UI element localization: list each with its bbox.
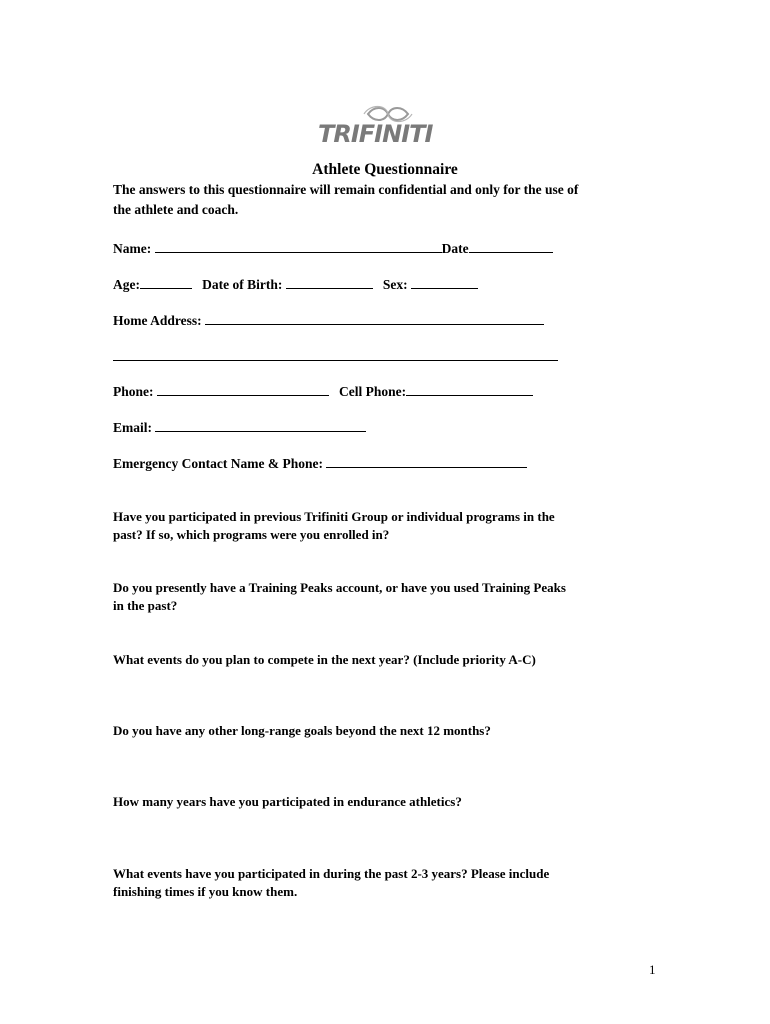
sex-field[interactable] (411, 276, 478, 289)
question-1-line-2: past? If so, which programs were you enrolled in? (113, 527, 390, 542)
home-address-field[interactable] (205, 312, 544, 325)
intro-line-2: the athlete and coach. (113, 202, 239, 217)
dob-field[interactable] (286, 276, 373, 289)
question-3-line-1: What events do you plan to compete in the next year? (Include priority A-C) (113, 652, 536, 667)
home-address-row (113, 311, 544, 331)
phone-row (113, 382, 533, 402)
question-6-line-1: What events have you participated in during the past 2-3 years? Please include (113, 866, 550, 881)
email-label: Email: (113, 420, 152, 435)
date-label: Date (441, 241, 469, 256)
cell-phone-label: Cell Phone: (339, 384, 407, 399)
trifiniti-logo (318, 104, 458, 148)
question-3 (113, 651, 673, 669)
emergency-row (113, 454, 527, 474)
question-4 (113, 722, 673, 740)
cell-phone-field[interactable] (406, 383, 533, 396)
question-4-line-1: Do you have any other long-range goals beyond the next 12 months? (113, 723, 491, 738)
emergency-label: Emergency Contact Name & Phone: (113, 456, 323, 471)
question-2 (113, 579, 673, 615)
question-6 (113, 865, 673, 901)
question-2-line-1: Do you presently have a Training Peaks account, or have you used Training Peaks (113, 580, 566, 595)
date-field[interactable] (469, 240, 553, 253)
page-title: Athlete Questionnaire (312, 161, 458, 178)
name-field[interactable] (155, 240, 442, 253)
phone-field[interactable] (157, 383, 329, 396)
logo-wordmark: TRIFINITI (318, 120, 433, 148)
name-row (113, 239, 553, 259)
age-dob-sex-row (113, 275, 478, 295)
home-address-row-2 (113, 347, 558, 367)
dob-label: Date of Birth: (202, 277, 283, 292)
home-address-field-line-2[interactable] (113, 348, 558, 361)
age-field[interactable] (140, 276, 192, 289)
intro-line-1: The answers to this questionnaire will remain confidential and only for the use of (113, 182, 579, 197)
name-label: Name: (113, 241, 152, 256)
page-number: 1 (649, 962, 656, 977)
question-6-line-2: finishing times if you know them. (113, 884, 298, 899)
phone-label: Phone: (113, 384, 154, 399)
sex-label: Sex: (382, 277, 408, 292)
home-address-label: Home Address: (113, 313, 202, 328)
email-field[interactable] (155, 419, 366, 432)
emergency-field[interactable] (326, 455, 527, 468)
age-label: Age: (113, 277, 140, 292)
question-5 (113, 793, 673, 811)
email-row (113, 418, 366, 438)
question-1-line-1: Have you participated in previous Trifiniti Group or individual programs in the (113, 509, 555, 524)
infinity-loop-icon (318, 104, 458, 148)
question-2-line-2: in the past? (113, 598, 178, 613)
question-1 (113, 508, 673, 544)
question-5-line-1: How many years have you participated in endurance athletics? (113, 794, 462, 809)
